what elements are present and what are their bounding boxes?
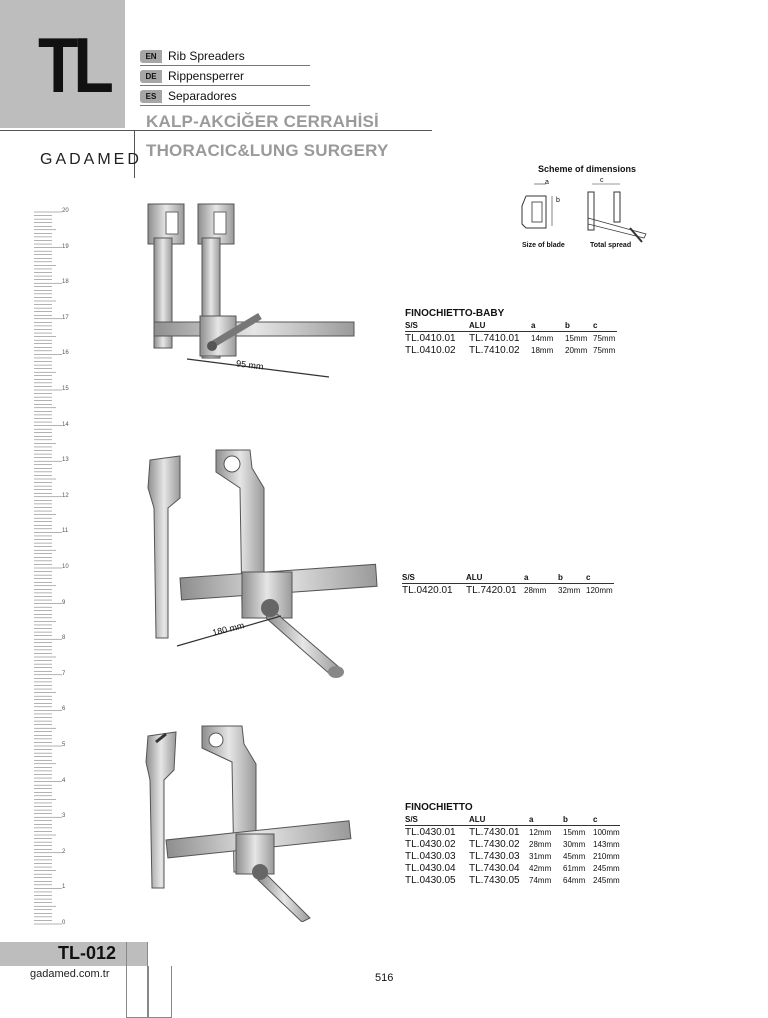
cell-ss: TL.0410.01 <box>405 333 456 344</box>
ruler-label: 8 <box>62 635 66 642</box>
col-alu: ALU <box>469 321 531 332</box>
instrument-image-3 <box>140 722 380 922</box>
table-header <box>405 815 620 826</box>
scheme-caption-blade: Size of blade <box>522 242 565 249</box>
divider <box>140 105 310 106</box>
product-title-1: FINOCHIETTO-BABY <box>405 308 505 319</box>
ruler-label: 20 <box>62 208 69 214</box>
col-a: a <box>529 815 563 826</box>
spec-table-3 <box>405 815 620 886</box>
col-ss: S/S <box>405 815 469 826</box>
ruler-label: 0 <box>62 920 66 926</box>
brand-logo: GADAMED <box>40 151 142 168</box>
ruler <box>34 210 74 926</box>
cell-a: 12mm <box>529 828 552 837</box>
cell-alu: TL.7420.01 <box>466 585 517 596</box>
cell-alu: TL.7410.02 <box>469 345 520 356</box>
table-row <box>402 584 614 597</box>
cell-a: 31mm <box>529 852 552 861</box>
cell-b: 20mm <box>565 346 588 355</box>
col-c: c <box>593 321 617 332</box>
lang-name: Rippensperrer <box>168 69 245 83</box>
title-english: THORACIC&LUNG SURGERY <box>146 141 389 160</box>
lang-name: Separadores <box>168 89 237 103</box>
table-row <box>405 838 620 850</box>
ruler-label: 10 <box>62 564 69 570</box>
scheme-label-b: b <box>556 197 560 204</box>
cell-b: 45mm <box>563 852 586 861</box>
lang-row-es <box>140 87 237 105</box>
cell-a: 18mm <box>531 346 554 355</box>
product-title-3: FINOCHIETTO <box>405 802 473 813</box>
cell-c: 210mm <box>593 852 620 861</box>
ruler-label: 18 <box>62 279 69 286</box>
scheme-caption-spread: Total spread <box>590 242 632 249</box>
lang-name: Rib Spreaders <box>168 49 245 63</box>
col-a: a <box>524 573 558 584</box>
lang-code: EN <box>140 50 162 63</box>
table-header <box>405 321 617 332</box>
footer-box <box>148 966 172 1018</box>
ruler-label: 5 <box>62 742 66 748</box>
scheme-label-a: a <box>545 179 549 186</box>
col-c: c <box>586 573 614 584</box>
cell-ss: TL.0430.03 <box>405 851 456 862</box>
cell-b: 15mm <box>563 828 586 837</box>
cell-a: 28mm <box>524 586 547 595</box>
website-link[interactable]: gadamed.com.tr <box>30 968 110 980</box>
cell-ss: TL.0430.01 <box>405 827 456 838</box>
ruler-label: 7 <box>62 670 66 677</box>
divider <box>140 65 310 66</box>
ruler-label: 12 <box>62 492 69 499</box>
scheme-diagram <box>512 176 652 246</box>
cell-ss: TL.0430.05 <box>405 875 456 886</box>
cell-c: 245mm <box>593 864 620 873</box>
col-ss: S/S <box>405 321 469 332</box>
table-header <box>402 573 614 584</box>
ruler-label: 13 <box>62 457 69 464</box>
ruler-label: 4 <box>62 777 66 784</box>
instrument-image-2 <box>140 448 390 688</box>
cell-c: 120mm <box>586 586 613 595</box>
cell-b: 61mm <box>563 864 586 873</box>
col-b: b <box>558 573 586 584</box>
ruler-label: 1 <box>62 884 66 891</box>
lang-code: ES <box>140 90 162 103</box>
cell-a: 28mm <box>529 840 552 849</box>
scheme-label-c: c <box>600 177 604 184</box>
cell-ss: TL.0430.02 <box>405 839 456 850</box>
cell-alu: TL.7430.02 <box>469 839 520 850</box>
cell-b: 15mm <box>565 334 588 343</box>
spec-table-1 <box>405 321 617 356</box>
page-number: 516 <box>375 972 394 984</box>
cell-alu: TL.7430.05 <box>469 875 520 886</box>
col-b: b <box>565 321 593 332</box>
title-turkish: KALP-AKCİĞER CERRAHİSİ <box>146 112 379 131</box>
cell-c: 75mm <box>593 334 616 343</box>
footer-box <box>126 942 148 1018</box>
ruler-ticks <box>34 210 64 926</box>
ruler-label: 11 <box>62 528 69 535</box>
cell-b: 64mm <box>563 876 586 885</box>
cell-a: 74mm <box>529 876 552 885</box>
ruler-label: 6 <box>62 706 66 713</box>
section-code: TL <box>38 21 109 109</box>
cell-ss: TL.0420.01 <box>402 585 453 596</box>
table-row <box>405 332 617 345</box>
cell-c: 100mm <box>593 828 620 837</box>
col-alu: ALU <box>469 815 529 826</box>
col-c: c <box>593 815 620 826</box>
cell-c: 75mm <box>593 346 616 355</box>
cell-c: 143mm <box>593 840 620 849</box>
lang-row-de <box>140 67 244 85</box>
ruler-label: 9 <box>62 599 66 606</box>
col-ss: S/S <box>402 573 466 584</box>
col-b: b <box>563 815 593 826</box>
table-row <box>405 850 620 862</box>
cell-alu: TL.7430.01 <box>469 827 520 838</box>
scheme-title: Scheme of dimensions <box>538 164 637 174</box>
lang-row-en <box>140 47 245 65</box>
ruler-label: 19 <box>62 243 69 250</box>
col-alu: ALU <box>466 573 524 584</box>
cell-c: 245mm <box>593 876 620 885</box>
spec-table-2 <box>402 573 614 596</box>
table-row <box>405 874 620 886</box>
cell-b: 32mm <box>558 586 581 595</box>
ruler-label: 14 <box>62 421 69 428</box>
lang-code: DE <box>140 70 162 83</box>
cell-ss: TL.0410.02 <box>405 345 456 356</box>
table-row <box>405 862 620 874</box>
ruler-label: 17 <box>62 314 69 321</box>
col-a: a <box>531 321 565 332</box>
ruler-label: 15 <box>62 386 69 392</box>
cell-a: 14mm <box>531 334 554 343</box>
dimension-label-1: 95 mm <box>235 358 265 372</box>
cell-alu: TL.7430.03 <box>469 851 520 862</box>
dimension-label-2: 180 mm <box>211 620 246 638</box>
cell-b: 30mm <box>563 840 586 849</box>
table-row <box>405 826 620 839</box>
cell-alu: TL.7410.01 <box>469 333 520 344</box>
ruler-label: 3 <box>62 813 66 820</box>
catalog-code: TL-012 <box>58 943 117 963</box>
cell-alu: TL.7430.04 <box>469 863 520 874</box>
divider <box>140 85 310 86</box>
ruler-label: 2 <box>62 848 66 855</box>
cell-a: 42mm <box>529 864 552 873</box>
table-row <box>405 344 617 356</box>
cell-ss: TL.0430.04 <box>405 863 456 874</box>
ruler-label: 16 <box>62 350 69 357</box>
